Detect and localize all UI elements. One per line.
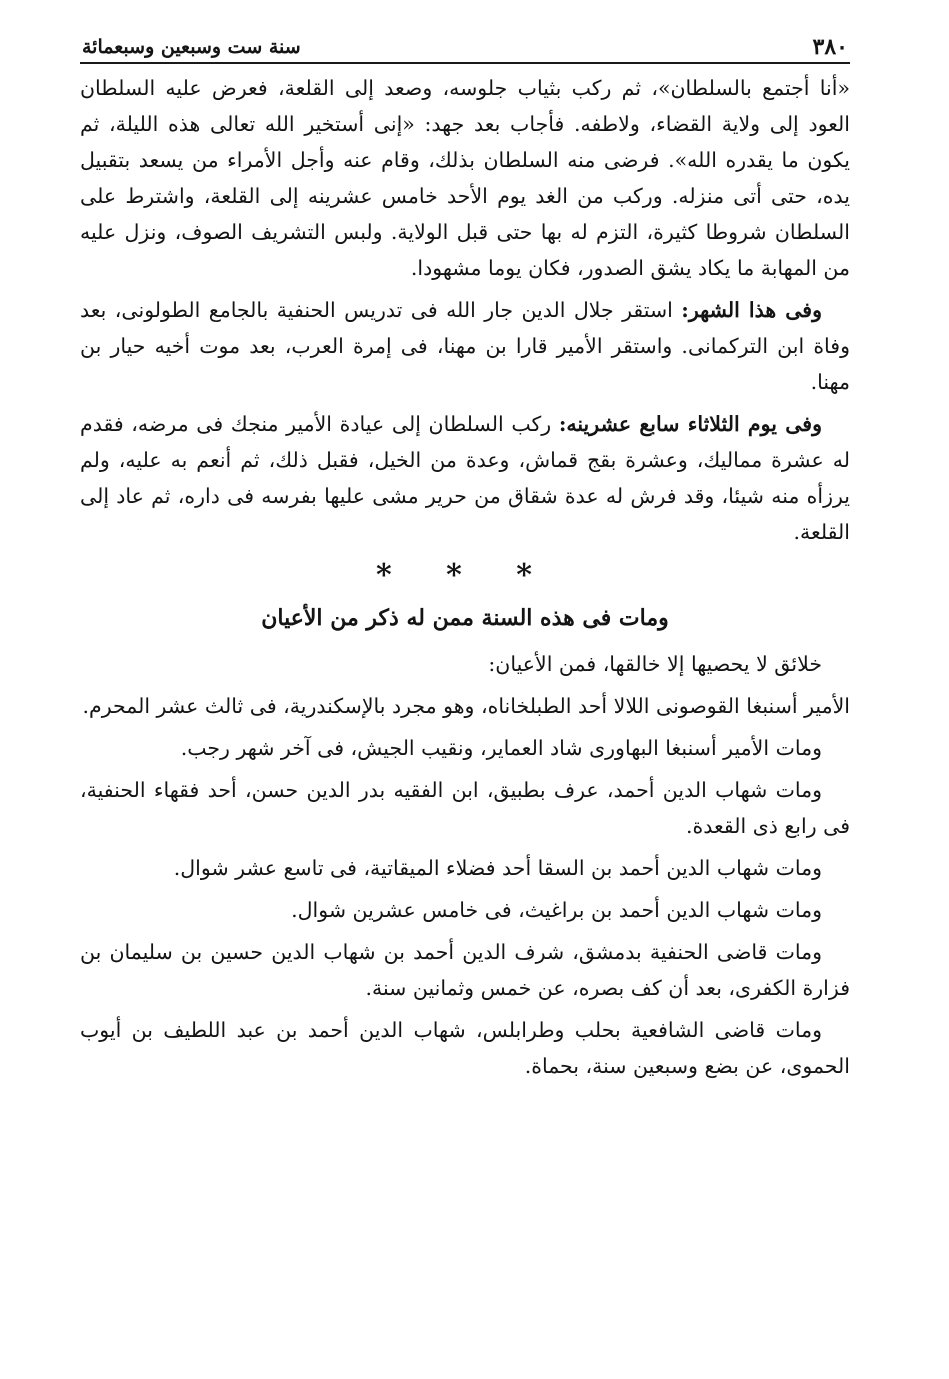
paragraph xyxy=(80,406,850,550)
obituary-entry: ومات قاضى الشافعية بحلب وطرابلس، شهاب الدين أحمد بن عبد اللطيف بن أيوب الحموى، عن بضع وسبعين سنة، بحماة. xyxy=(80,1018,850,1078)
paragraph xyxy=(80,70,850,286)
obituary-entry: ومات قاضى الحنفية بدمشق، شرف الدين أحمد بن شهاب الدين حسين بن سليمان بن فزارة الكفرى، بعد أن كف بصره، عن خمس وثمانين سنة. xyxy=(80,940,850,1000)
obituary-entry: ومات شهاب الدين أحمد، عرف بطبيق، ابن الفقيه بدر الدين حسن، أحد فقهاء الحنفية، فى رابع ذى القعدة. xyxy=(80,778,850,838)
paragraph-text: استقر جلال الدين جار الله فى تدريس الحنفية بالجامع الطولونى، بعد وفاة ابن التركمانى. واستقر الأمير قارا بن مهنا، فى إمرة العرب، بعد موت أخيه حيار بن مهنا. xyxy=(80,298,850,394)
body-text xyxy=(80,70,850,1084)
paragraph-lead: وفى يوم الثلاثاء سابع عشرينه: xyxy=(558,412,822,436)
asterism-separator: * * * xyxy=(376,558,554,593)
paragraph-lead: وفى هذا الشهر: xyxy=(681,298,822,322)
obituary-entry: ومات الأمير أسنبغا البهاورى شاد العماير، ونقيب الجيش، فى آخر شهر رجب. xyxy=(180,736,822,760)
obituary-entry: ومات شهاب الدين أحمد بن براغيث، فى خامس عشرين شوال. xyxy=(291,898,822,922)
running-header xyxy=(80,28,850,64)
section-heading: ومات فى هذه السنة ممن له ذكر من الأعيان xyxy=(261,605,669,631)
page-number: ٣٨٠ xyxy=(812,34,848,60)
book-page xyxy=(80,28,850,1090)
obituary-entry: خلائق لا يحصيها إلا خالقها، فمن الأعيان: xyxy=(488,652,822,676)
paragraph xyxy=(80,292,850,400)
paragraph-text: «أنا أجتمع بالسلطان»، ثم ركب بثياب جلوسه، وصعد إلى القلعة، فعرض عليه السلطان العود إلى ولاية القضاء، ولاطفه. فأجاب بعد جهد: «إنى أستخير الله تعالى هذه الليلة، ثم يكون ما يقدره الله». فرضى منه السلطان بذلك، وقام عنه وأجل الأمراء من يسعد بتقبيل يده، حتى أتى منزله. وركب من الغد يوم الأحد خامس عشرينه إلى القلعة، واشترط على السلطان شروطا كثيرة، التزم له بها حتى قبل الولاية. ولبس التشريف الصوف، ونزل عليه من المهابة ما يكاد يشق الصدور، فكان يوما مشهودا. xyxy=(80,76,850,280)
obituary-entry: ومات شهاب الدين أحمد بن السقا أحد فضلاء الميقاتية، فى تاسع عشر شوال. xyxy=(173,856,822,880)
paragraph-text: ركب السلطان إلى عيادة الأمير منجك فى مرضه، فقدم له عشرة مماليك، وعشرة بقج قماش، وعدة من الخيل، فقبل ذلك، ثم أنعم به عليه، ولم يرزأه منه شيئا، وقد فرش له عدة شقاق من حرير مشى عليها بفرسه فى داره، ثم عاد إلى القلعة. xyxy=(80,412,850,544)
obituary-entry: الأمير أسنبغا القوصونى اللالا أحد الطبلخاناه، وهو مجرد بالإسكندرية، فى ثالث عشر المحرم. xyxy=(82,694,850,718)
running-title: سنة ست وسبعين وسبعمائة xyxy=(82,36,301,58)
